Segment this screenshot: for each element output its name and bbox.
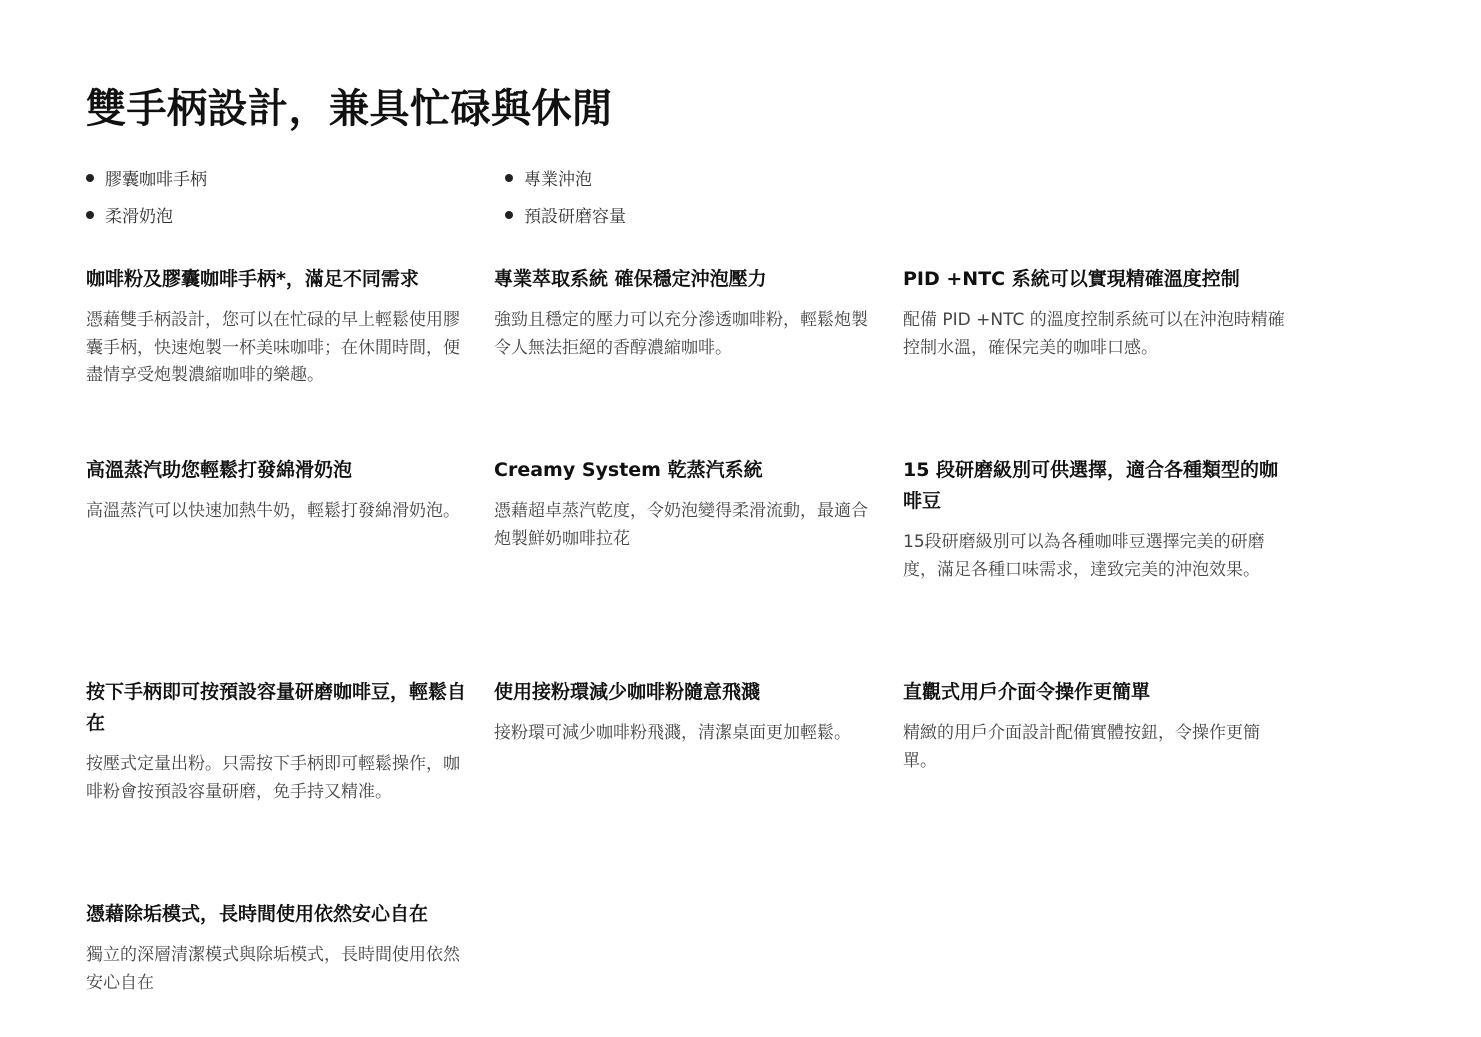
bullet-icon [86,211,94,219]
feature-card-pid-ntc [903,264,1287,362]
feature-title: 15 段研磨級別可供選擇，適合各種類型的咖啡豆 [903,459,1279,512]
feature-card-descaling [86,899,470,997]
feature-description: 憑藉超卓蒸汽乾度，令奶泡變得柔滑流動，最適合炮製鮮奶咖啡拉花 [494,501,868,549]
feature-description: 高溫蒸汽可以快速加熱牛奶，輕鬆打發綿滑奶泡。 [86,501,460,521]
feature-card-steam [86,455,470,526]
feature-description: 接粉環可減少咖啡粉飛濺，清潔桌面更加輕鬆。 [494,723,851,743]
feature-title: 咖啡粉及膠囊咖啡手柄*，滿足不同需求 [86,268,419,290]
feature-description: 獨立的深層清潔模式與除垢模式，長時間使用依然安心自在 [86,945,460,993]
feature-title: Creamy System 乾蒸汽系統 [494,459,763,481]
bullet-icon [505,174,513,182]
feature-description: 憑藉雙手柄設計，您可以在忙碌的早上輕鬆使用膠囊手柄，快速炮製一杯美味咖啡；在休閒時間，便盡情享受炮製濃縮咖啡的樂趣。 [86,310,460,385]
feature-description: 15段研磨級別可以為各種咖啡豆選擇完美的研磨度，滿足各種口味需求，達致完美的沖泡效果。 [903,532,1265,580]
feature-card-user-interface [903,677,1287,775]
feature-title: 憑藉除垢模式，長時間使用依然安心自在 [86,903,429,925]
feature-card-grind-levels [903,455,1287,584]
highlight-item [86,164,505,191]
feature-description: 強勁且穩定的壓力可以充分滲透咖啡粉，輕鬆炮製令人無法拒絕的香醇濃縮咖啡。 [494,310,868,358]
highlight-item [505,164,924,191]
feature-title: 專業萃取系統 確保穩定沖泡壓力 [494,268,767,290]
page-title: 雙手柄設計，兼具忙碌與休閒 [86,86,613,132]
highlight-label: 柔滑奶泡 [105,207,173,227]
feature-description: 精緻的用戶介面設計配備實體按鈕，令操作更簡單。 [903,723,1260,771]
bullet-icon [505,211,513,219]
highlight-label: 膠囊咖啡手柄 [105,170,207,190]
highlight-list [86,164,946,228]
bullet-icon [86,174,94,182]
feature-card-dual-handle [86,264,470,390]
highlight-item [505,201,924,228]
feature-title: 高溫蒸汽助您輕鬆打發綿滑奶泡 [86,459,353,481]
feature-title: 按下手柄即可按預設容量研磨咖啡豆，輕鬆自在 [86,681,467,734]
feature-card-press-grind [86,677,470,806]
feature-title: PID +NTC 系統可以實現精確溫度控制 [903,268,1240,290]
highlight-label: 預設研磨容量 [524,207,626,227]
feature-description: 配備 PID +NTC 的溫度控制系統可以在沖泡時精確控制水溫，確保完美的咖啡口感。 [903,310,1285,358]
feature-title: 直觀式用戶介面令操作更簡單 [903,681,1151,703]
feature-card-dosing-ring [494,677,878,748]
feature-description: 按壓式定量出粉。只需按下手柄即可輕鬆操作，咖啡粉會按預設容量研磨，免手持又精准。 [86,754,460,802]
feature-card-creamy-system [494,455,878,553]
highlight-item [86,201,505,228]
feature-title: 使用接粉環減少咖啡粉隨意飛濺 [494,681,761,703]
highlight-label: 專業沖泡 [524,170,592,190]
feature-card-extraction [494,264,878,362]
